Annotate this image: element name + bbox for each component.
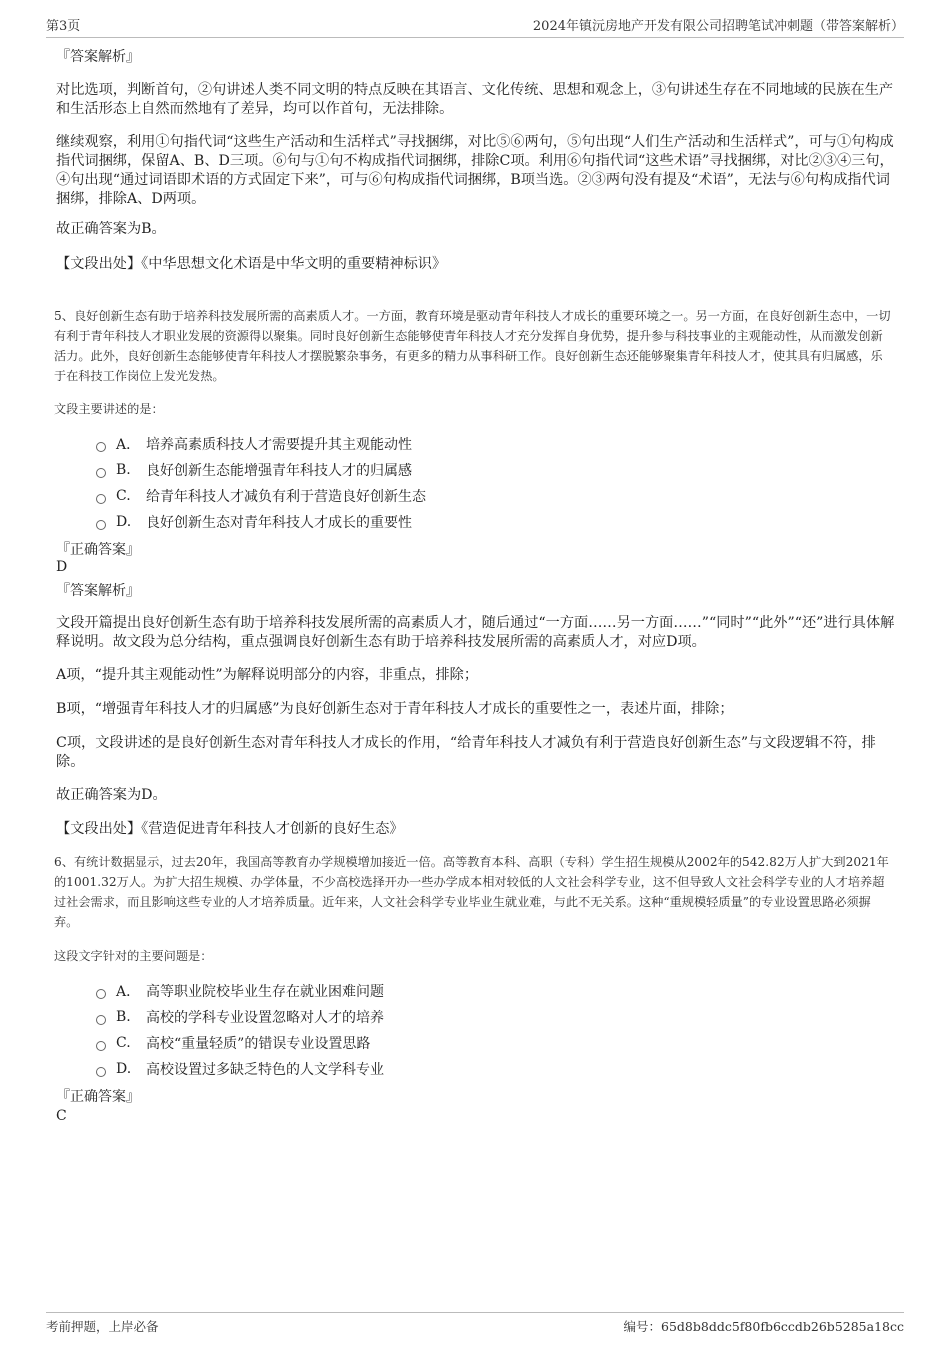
q4-source: 【文段出处】《中华思想文化术语是中华文明的重要精神标识》 xyxy=(56,256,447,272)
page-footer xyxy=(46,1312,904,1337)
q5-analysis-p4: C项，文段讲述的是良好创新生态对青年科技人才成长的作用，“给青年科技人才减负有利于营造良好创新生态”与文段逻辑不符，排除。 xyxy=(56,735,876,770)
radio-icon[interactable] xyxy=(96,442,106,452)
q6-option-a[interactable]: A． 高等职业院校毕业生存在就业困难问题 xyxy=(96,981,384,1001)
q4-analysis-p3: 故正确答案为B。 xyxy=(56,221,166,237)
q4-analysis-p2: 继续观察，利用①句指代词“这些生产活动和生活样式”寻找捆绑，对比⑤⑥两句，⑤句出现“人们生产活动和生活样式”，可与①句构成指代词捆绑，保留A、B、D三项。⑥句与①句不构成指代词捆绑，排除C项。利用⑥句指代词“这些术语”寻找捆绑，对比②③④三句，④句出现“通过词语即术语的方式固定下来”，可与⑥句构成指代词捆绑，B项当选。②③两句没有提及“术语”，无法与⑥句构成指代词捆绑，排除A、D两项。 xyxy=(56,134,894,207)
footer-slogan: 考前押题，上岸必备 xyxy=(46,1319,159,1334)
page-number: 第3页 xyxy=(46,19,81,34)
document-id: 编号：65d8b8ddc5f80fb6ccdb26b5285a18cc xyxy=(623,1319,904,1334)
radio-icon[interactable] xyxy=(96,494,106,504)
radio-icon[interactable] xyxy=(96,520,106,530)
q5-answer-label: 『正确答案』 xyxy=(56,542,140,558)
q6-answer-label: 『正确答案』 xyxy=(56,1089,140,1105)
radio-icon[interactable] xyxy=(96,468,106,478)
q5-option-b[interactable]: B. 良好创新生态能增强青年科技人才的归属感 xyxy=(96,460,412,480)
radio-icon[interactable] xyxy=(96,1067,106,1077)
q6-stem: 6、有统计数据显示，过去20年，我国高等教育办学规模增加接近一倍。高等教育本科、高职（专科）学生招生规模从2002年的542.82万人扩大到2021年的1001.32万人。为扩大招生规模、办学体量，不少高校选择开办一些办学成本相对较低的人文社会科学专业，这不但导致人文社会科学专业的人才培养超过社会需求，而且影响这些专业的人才培养质量。近年来，人文社会科学专业毕业生就业难，与此不无关系。这种“重规模轻质量”的专业设置思路必须摒弃。 xyxy=(54,855,889,929)
q6-option-d[interactable]: D. 高校设置过多缺乏特色的人文学科专业 xyxy=(96,1059,384,1079)
q5-analysis-p5: 故正确答案为D。 xyxy=(56,787,167,803)
radio-icon[interactable] xyxy=(96,1015,106,1025)
q5-analysis-p1: 文段开篇提出良好创新生态有助于培养科技发展所需的高素质人才，随后通过“一方面……另一方面……”“同时”“此外”“还”进行具体解释说明。故文段为总分结构，重点强调良好创新生态有助于培养科技发展所需的高素质人才，对应D项。 xyxy=(56,615,895,650)
radio-icon[interactable] xyxy=(96,1041,106,1051)
q5-stem: 5、良好创新生态有助于培养科技发展所需的高素质人才。一方面，教育环境是驱动青年科技人才成长的重要环境之一。另一方面，在良好创新生态中，一切有利于青年科技人才职业发展的资源得以聚集。同时良好创新生态能够使青年科技人才充分发挥自身优势，提升参与科技事业的主观能动性，从而激发创新活力。此外，良好创新生态能够使青年科技人才摆脱繁杂事务，有更多的精力从事科研工作。良好创新生态还能够聚集青年科技人才，使其具有归属感，乐于在科技工作岗位上发光发热。 xyxy=(54,309,891,383)
radio-icon[interactable] xyxy=(96,989,106,999)
q6-option-b[interactable]: B. 高校的学科专业设置忽略对人才的培养 xyxy=(96,1007,384,1027)
q5-analysis-p3: B项，“增强青年科技人才的归属感”为良好创新生态对于青年科技人才成长的重要性之一，表述片面，排除； xyxy=(56,701,734,717)
q4-analysis-p1: 对比选项，判断首句，②句讲述人类不同文明的特点反映在其语言、文化传统、思想和观念上，③句讲述生存在不同地域的民族在生产和生活形态上自然而然地有了差异，均可以作首句，无法排除。 xyxy=(56,82,894,117)
q6-answer: C xyxy=(56,1108,67,1124)
q5-source: 【文段出处】《营造促进青年科技人才创新的良好生态》 xyxy=(56,821,404,837)
page-header xyxy=(46,14,904,38)
q5-option-c[interactable]: C. 给青年科技人才减负有利于营造良好创新生态 xyxy=(96,486,426,506)
q6-question: 这段文字针对的主要问题是： xyxy=(54,949,213,963)
q5-question: 文段主要讲述的是： xyxy=(54,402,164,416)
q5-option-a[interactable]: A． 培养高素质科技人才需要提升其主观能动性 xyxy=(96,434,412,454)
q5-option-d[interactable]: D. 良好创新生态对青年科技人才成长的重要性 xyxy=(96,512,412,532)
q4-analysis-label: 『答案解析』 xyxy=(56,49,140,65)
q6-option-c[interactable]: C. 高校“重量轻质”的错误专业设置思路 xyxy=(96,1033,370,1053)
q5-answer: D xyxy=(56,559,68,575)
q5-analysis-label: 『答案解析』 xyxy=(56,583,140,599)
document-title: 2024年镇沅房地产开发有限公司招聘笔试冲刺题（带答案解析） xyxy=(532,19,904,34)
q5-analysis-p2: A项，“提升其主观能动性”为解释说明部分的内容，非重点，排除； xyxy=(56,667,479,683)
